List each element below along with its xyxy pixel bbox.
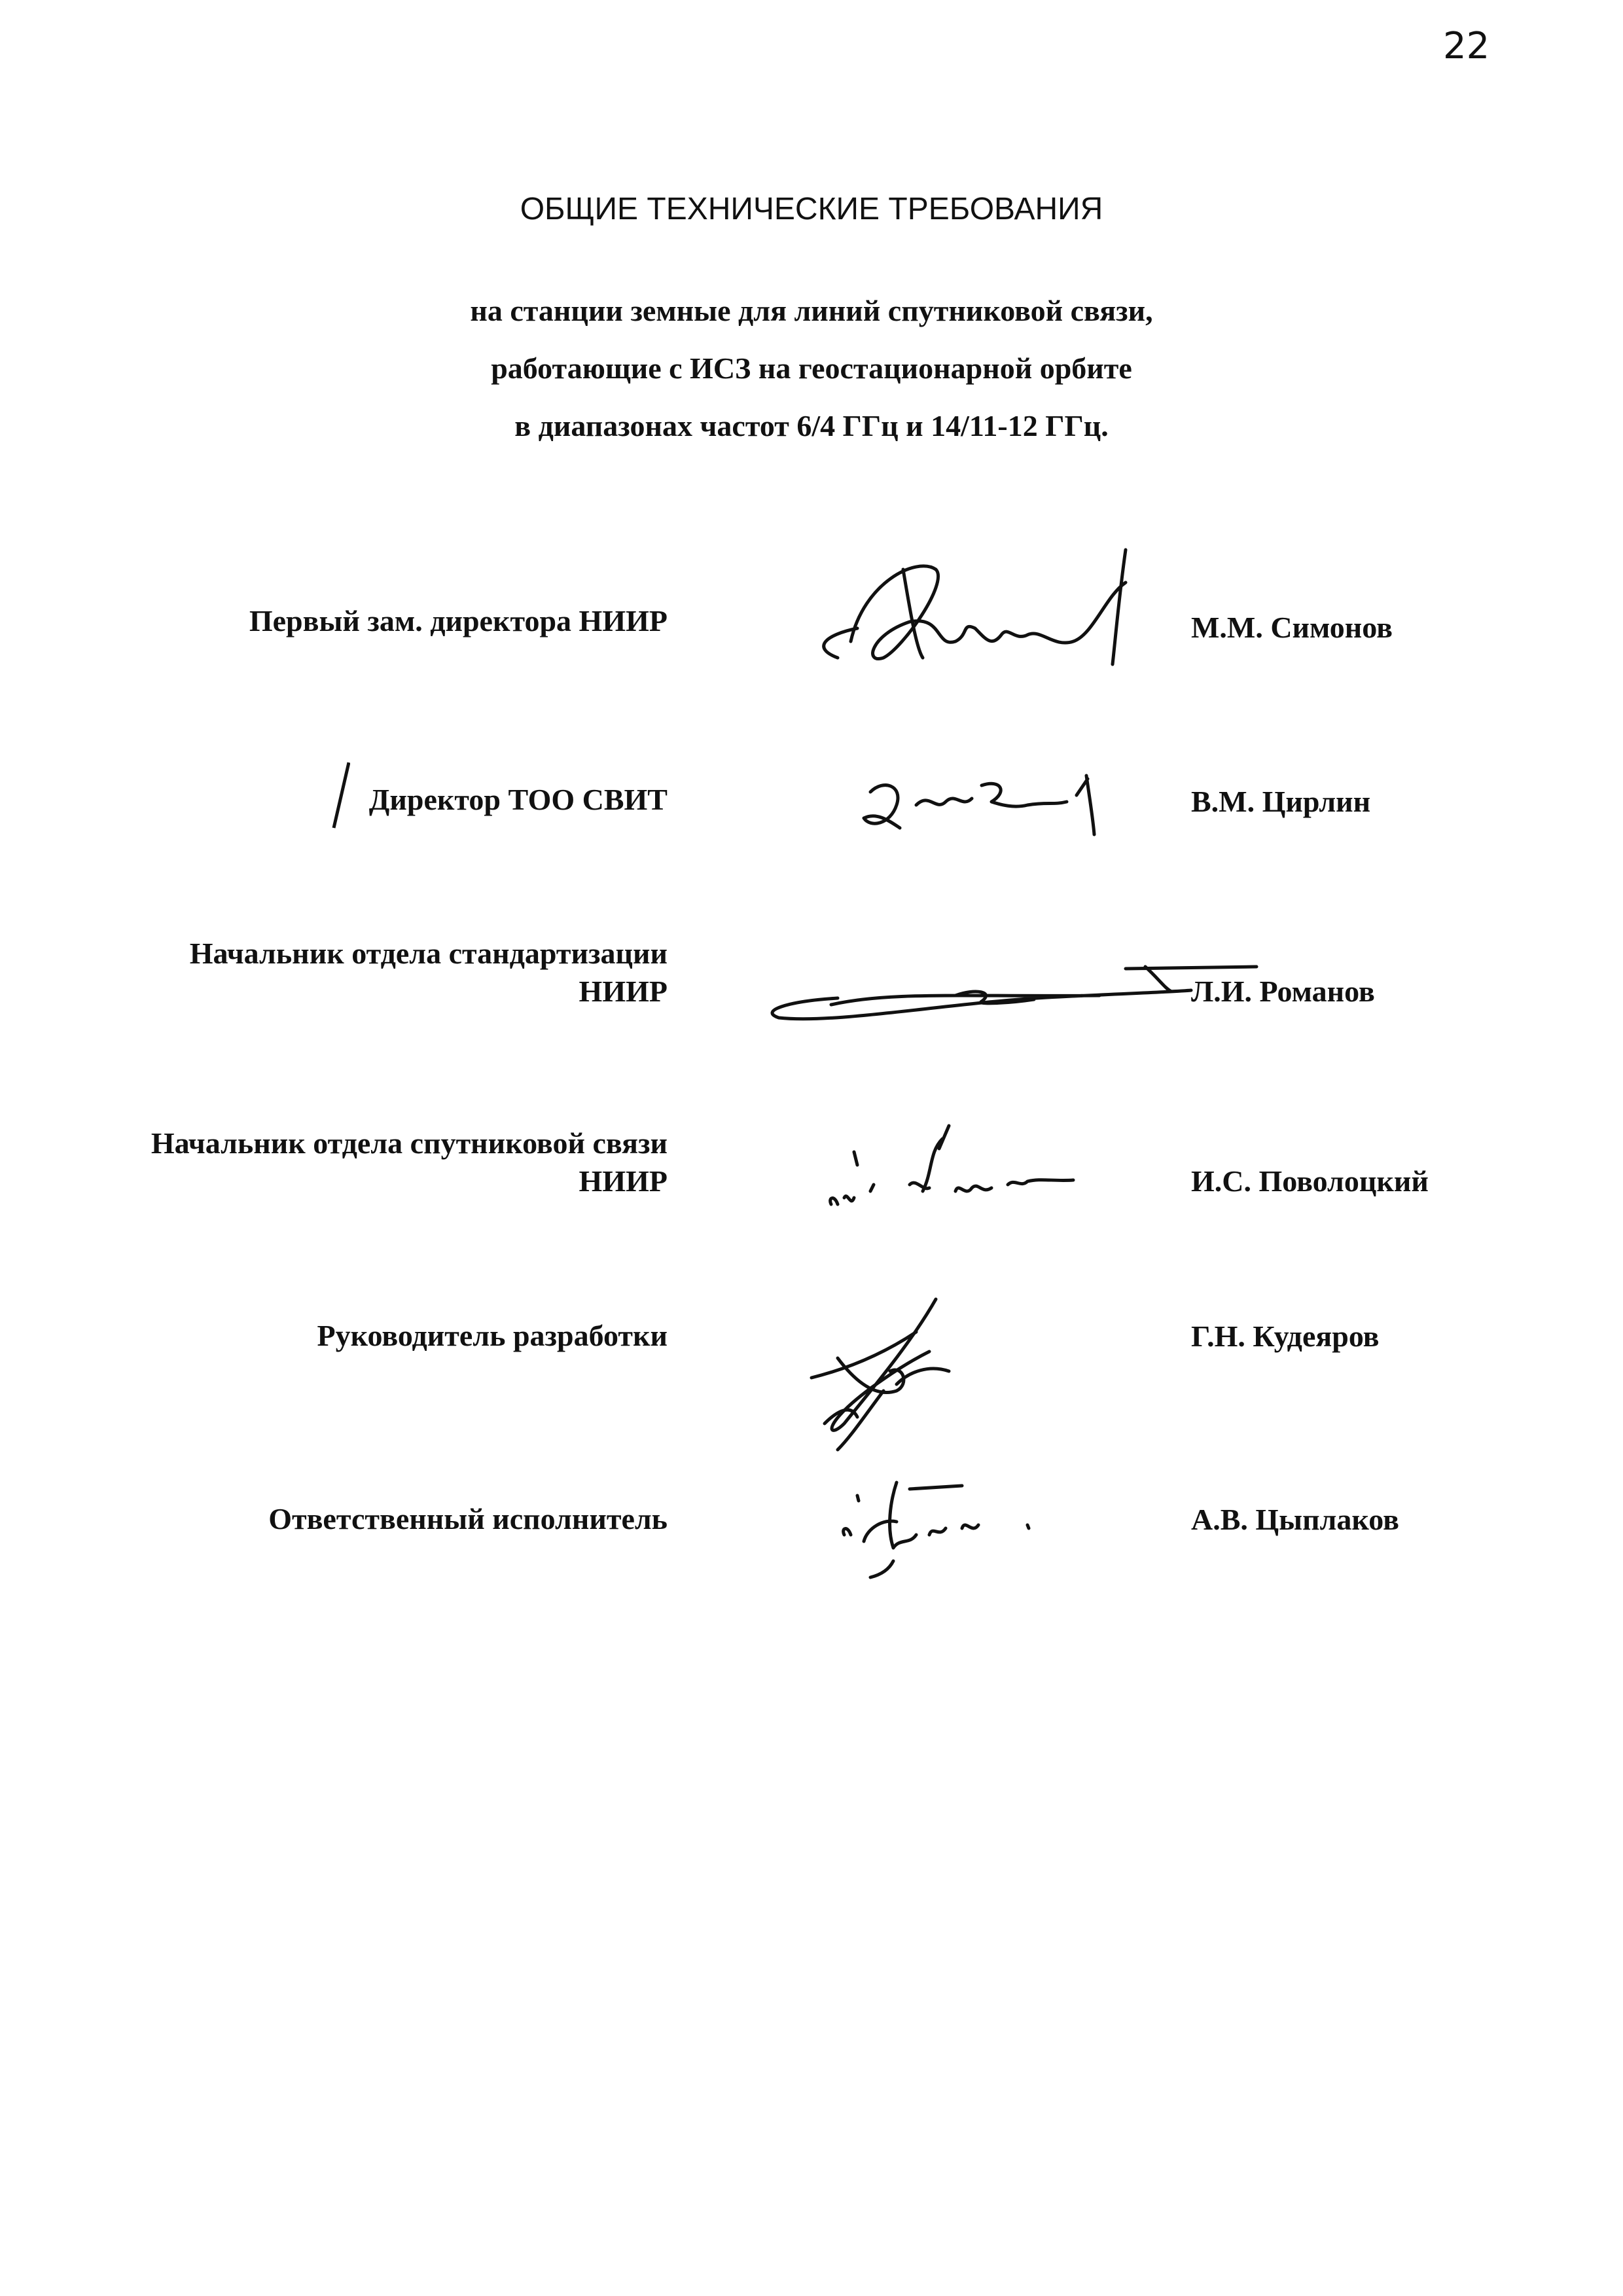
- signatory-5-name: Г.Н. Кудеяров: [1191, 1319, 1380, 1353]
- signatory-2-role: [369, 781, 668, 819]
- signatory-1-role: [249, 602, 668, 640]
- signature-2: [851, 766, 1126, 844]
- role-line: Ответственный исполнитель: [268, 1502, 668, 1535]
- signatory-6-name: А.В. Цыплаков: [1191, 1503, 1400, 1536]
- margin-mark: [330, 759, 350, 834]
- role-line: НИИР: [579, 1164, 668, 1198]
- signatory-4-name: И.С. Поволоцкий: [1191, 1164, 1429, 1198]
- signatory-4-role: [151, 1124, 668, 1200]
- signatory-5-role: [317, 1317, 668, 1355]
- subtitle-line-3: в диапазонах частот 6/4 ГГц и 14/11-12 ГГц.: [514, 409, 1109, 442]
- role-line: Начальник отдела стандартизации: [189, 937, 668, 970]
- signature-1: [812, 543, 1165, 674]
- signature-6: [831, 1463, 1067, 1587]
- role-line: Начальник отдела спутниковой связи: [151, 1126, 668, 1160]
- signatory-3-name: Л.И. Романов: [1191, 975, 1375, 1008]
- document-title: ОБЩИЕ ТЕХНИЧЕСКИЕ ТРЕБОВАНИЯ: [520, 192, 1103, 226]
- role-line: Руководитель разработки: [317, 1319, 668, 1352]
- subtitle-line-2: работающие с ИСЗ на геостационарной орбите: [491, 351, 1132, 385]
- signatory-1-name: М.М. Симонов: [1191, 611, 1393, 644]
- page-number: 22: [1443, 25, 1490, 67]
- role-line: Директор ТОО СВИТ: [368, 783, 668, 816]
- signatory-3-role: [190, 935, 668, 1011]
- role-line: НИИР: [579, 975, 668, 1008]
- role-line: Первый зам. директора НИИР: [249, 604, 668, 637]
- signature-4: [818, 1113, 1093, 1217]
- subtitle-line-1: на станции земные для линий спутниковой связи,: [470, 294, 1153, 327]
- signatory-6-role: [268, 1500, 668, 1538]
- signature-5: [798, 1293, 969, 1456]
- signatory-2-name: В.М. Цирлин: [1191, 785, 1371, 818]
